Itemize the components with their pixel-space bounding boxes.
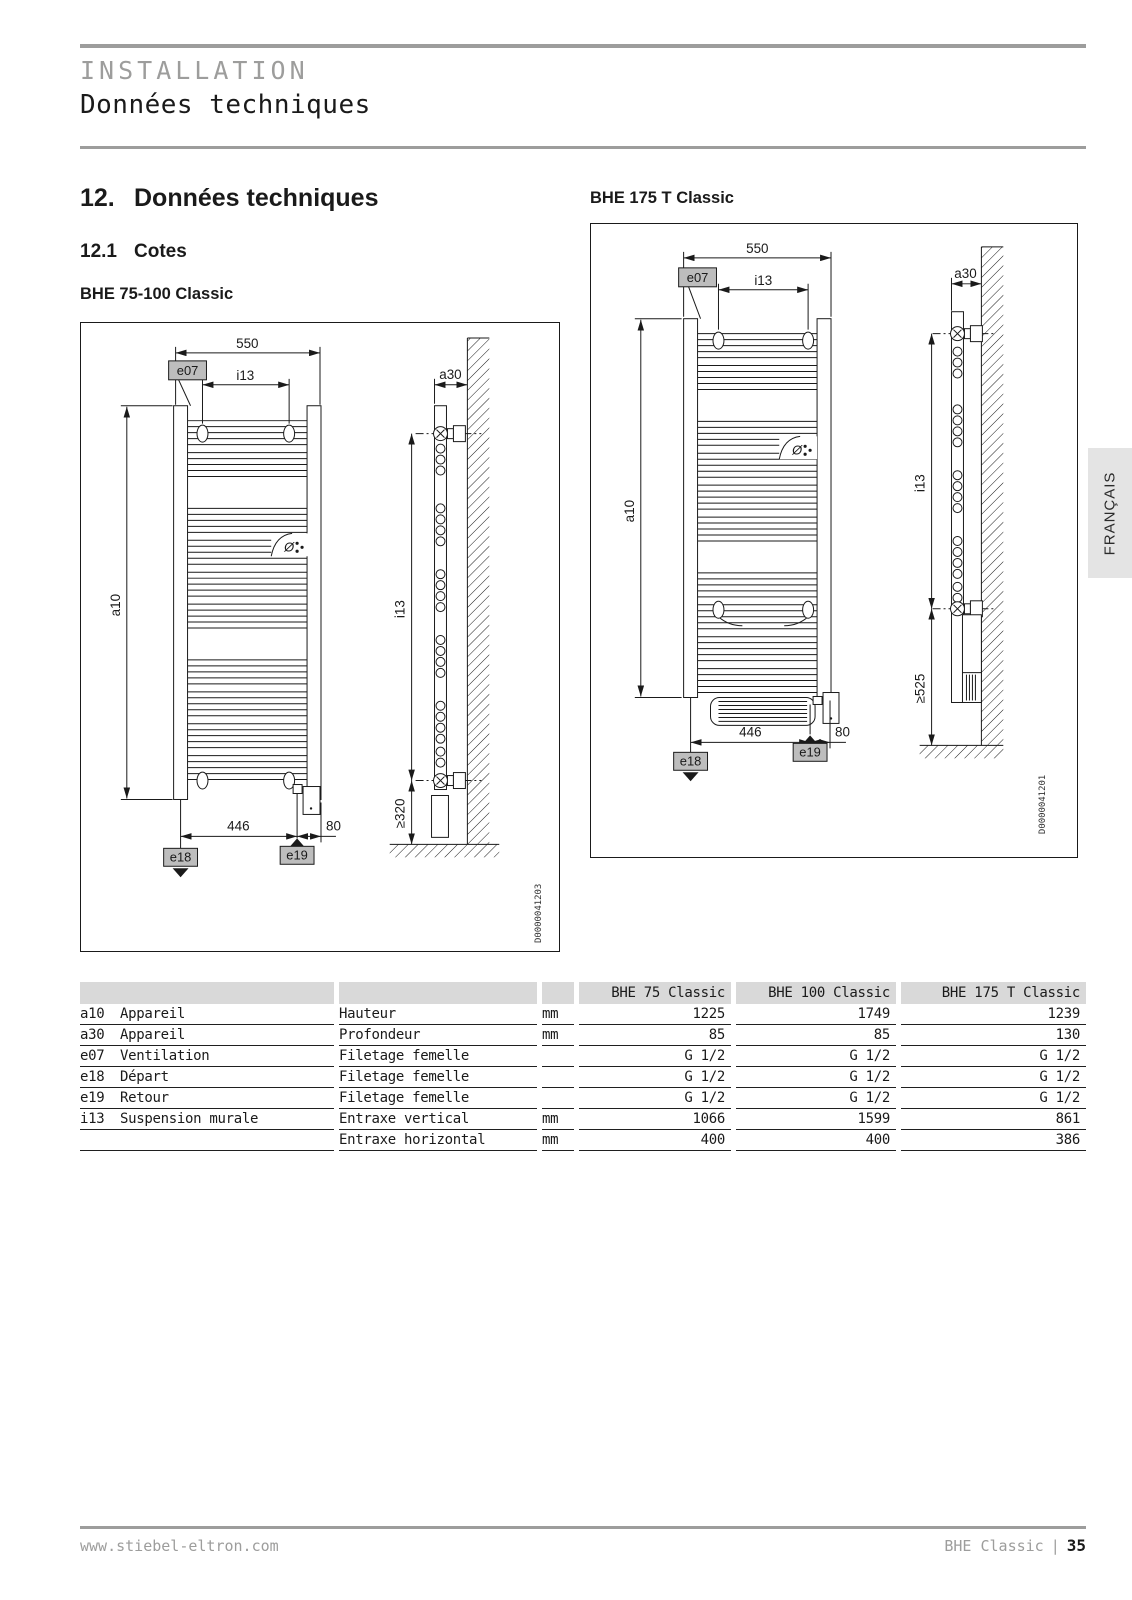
footer-divider: | — [1050, 1537, 1060, 1555]
table-header-model: BHE 100 Classic — [736, 982, 896, 1004]
dim-hang-horizontal: i13 — [754, 272, 773, 288]
table-cell-value: 85 — [579, 1025, 731, 1046]
table-cell-unit: mm — [542, 1130, 574, 1151]
dim-depth-a30: a30 — [954, 265, 977, 281]
table-cell-item — [80, 1046, 334, 1067]
label-flow-e18: e18 — [169, 849, 192, 865]
wall-hatch — [467, 338, 489, 844]
drawing-id: D0000041203 — [534, 883, 545, 944]
dim-floor-min: ≥320 — [392, 798, 408, 829]
table-cell-code: a10 — [80, 1006, 105, 1022]
diameter-symbol: Ø — [284, 539, 295, 555]
language-tab — [1088, 448, 1132, 578]
footer-doc-name: BHE Classic — [944, 1537, 1044, 1555]
table-cell-property: Filetage femelle — [339, 1088, 537, 1109]
table-header-blank — [339, 982, 537, 1004]
dim-edge-80: 80 — [834, 724, 850, 740]
table-cell-property: Profondeur — [339, 1025, 537, 1046]
table-cell-item — [80, 1004, 334, 1025]
table-cell-value: 85 — [736, 1025, 896, 1046]
table-header-blank — [542, 982, 574, 1004]
section-number: 12. — [80, 184, 115, 212]
dim-edge-80: 80 — [325, 818, 341, 834]
table-cell-value: G 1/2 — [736, 1067, 896, 1088]
dimension-drawing-bhe-75-100 — [81, 323, 559, 951]
table-cell-code: a30 — [80, 1027, 105, 1043]
subsection-heading — [80, 241, 187, 263]
table-cell-value: 861 — [901, 1109, 1086, 1130]
mid-rule — [80, 146, 1086, 149]
table-cell-property: Filetage femelle — [339, 1067, 537, 1088]
table-cell-unit: mm — [542, 1025, 574, 1046]
table-cell-item-label: Retour — [120, 1090, 169, 1106]
footer-pagination — [944, 1536, 1086, 1555]
table-cell-value: G 1/2 — [579, 1046, 731, 1067]
subsection-title: Cotes — [134, 241, 187, 262]
dim-hang-vertical: i13 — [392, 600, 408, 619]
chapter-subtitle: Données techniques — [80, 90, 371, 120]
table-cell-item-label: Départ — [120, 1069, 169, 1085]
label-vent-e07: e07 — [176, 362, 199, 378]
diameter-symbol: Ø — [792, 442, 803, 458]
table-cell-property: Filetage femelle — [339, 1046, 537, 1067]
table-cell-code: e07 — [80, 1048, 105, 1064]
label-flow-e18: e18 — [679, 753, 702, 769]
dim-hang-vertical: i13 — [912, 474, 928, 493]
table-cell-unit — [542, 1067, 574, 1088]
radiator-front-view — [174, 406, 321, 815]
table-cell-unit — [542, 1046, 574, 1067]
wall-hatch — [981, 247, 1003, 745]
dimension-drawing-bhe-175-t — [591, 224, 1077, 857]
footer-url: www.stiebel-eltron.com — [80, 1537, 279, 1555]
table-cell-item — [80, 1130, 334, 1151]
dim-height-a10: a10 — [107, 593, 123, 617]
diagram2-title: BHE 175 T Classic — [590, 189, 734, 207]
label-vent-e07: e07 — [686, 269, 709, 285]
table-cell-value: 1225 — [579, 1004, 731, 1025]
table-cell-unit: mm — [542, 1004, 574, 1025]
label-return-e19: e19 — [286, 847, 308, 863]
diagram-bhe-75-100 — [80, 322, 560, 952]
dim-width: 550 — [236, 335, 259, 351]
radiator-front-view — [684, 319, 839, 726]
table-header-model: BHE 75 Classic — [579, 982, 731, 1004]
dim-span-446: 446 — [227, 818, 250, 834]
table-cell-value: 400 — [579, 1130, 731, 1151]
table-cell-value: 400 — [736, 1130, 896, 1151]
table-cell-value: 386 — [901, 1130, 1086, 1151]
dim-floor-min: ≥525 — [912, 673, 928, 704]
table-header-model: BHE 175 T Classic — [901, 982, 1086, 1004]
table-cell-item — [80, 1088, 334, 1109]
table-cell-value: G 1/2 — [736, 1088, 896, 1109]
table-cell-unit — [542, 1088, 574, 1109]
dim-height-a10: a10 — [621, 499, 637, 523]
table-cell-value: 1599 — [736, 1109, 896, 1130]
table-cell-value: G 1/2 — [901, 1046, 1086, 1067]
diagram-bhe-175-t — [590, 223, 1078, 858]
table-header-blank — [80, 982, 334, 1004]
subsection-number: 12.1 — [80, 241, 117, 262]
table-cell-item-label: Suspension murale — [120, 1111, 259, 1127]
table-cell-code: i13 — [80, 1111, 105, 1127]
table-cell-property: Entraxe horizontal — [339, 1130, 537, 1151]
table-cell-item — [80, 1109, 334, 1130]
table-cell-value: 1749 — [736, 1004, 896, 1025]
technical-data-table — [80, 982, 1086, 1151]
section-heading — [80, 184, 379, 213]
dimension-lines-front — [635, 252, 846, 752]
dim-span-446: 446 — [739, 724, 762, 740]
table-cell-item — [80, 1067, 334, 1088]
page-number: 35 — [1066, 1536, 1086, 1555]
chapter-kicker: INSTALLATION — [80, 56, 309, 85]
drawing-id: D0000041201 — [1038, 774, 1049, 835]
table-cell-item-label: Ventilation — [120, 1048, 210, 1064]
section-title: Données techniques — [134, 184, 379, 212]
diagram1-title: BHE 75-100 Classic — [80, 285, 234, 303]
language-tab-label: FRANÇAIS — [1101, 471, 1119, 555]
table-cell-code: e18 — [80, 1069, 105, 1085]
floor-hatch — [920, 745, 1004, 758]
dim-hang-horizontal: i13 — [236, 367, 255, 383]
floor-hatch — [390, 844, 500, 857]
table-cell-property: Hauteur — [339, 1004, 537, 1025]
table-cell-value: G 1/2 — [901, 1088, 1086, 1109]
footer-rule — [80, 1526, 1086, 1529]
dim-depth-a30: a30 — [439, 366, 462, 382]
table-cell-value: 130 — [901, 1025, 1086, 1046]
table-cell-item-label: Appareil — [120, 1027, 186, 1043]
table-cell-item-label: Appareil — [120, 1006, 186, 1022]
table-cell-value: G 1/2 — [579, 1088, 731, 1109]
table-cell-value: G 1/2 — [901, 1067, 1086, 1088]
table-cell-value: 1239 — [901, 1004, 1086, 1025]
table-cell-code: e19 — [80, 1090, 105, 1106]
dim-width: 550 — [746, 240, 769, 256]
top-rule — [80, 44, 1086, 48]
table-cell-value: G 1/2 — [736, 1046, 896, 1067]
table-cell-value: G 1/2 — [579, 1067, 731, 1088]
table-cell-value: 1066 — [579, 1109, 731, 1130]
label-return-e19: e19 — [799, 744, 821, 760]
table-cell-property: Entraxe vertical — [339, 1109, 537, 1130]
table-cell-unit: mm — [542, 1109, 574, 1130]
table-cell-item — [80, 1025, 334, 1046]
